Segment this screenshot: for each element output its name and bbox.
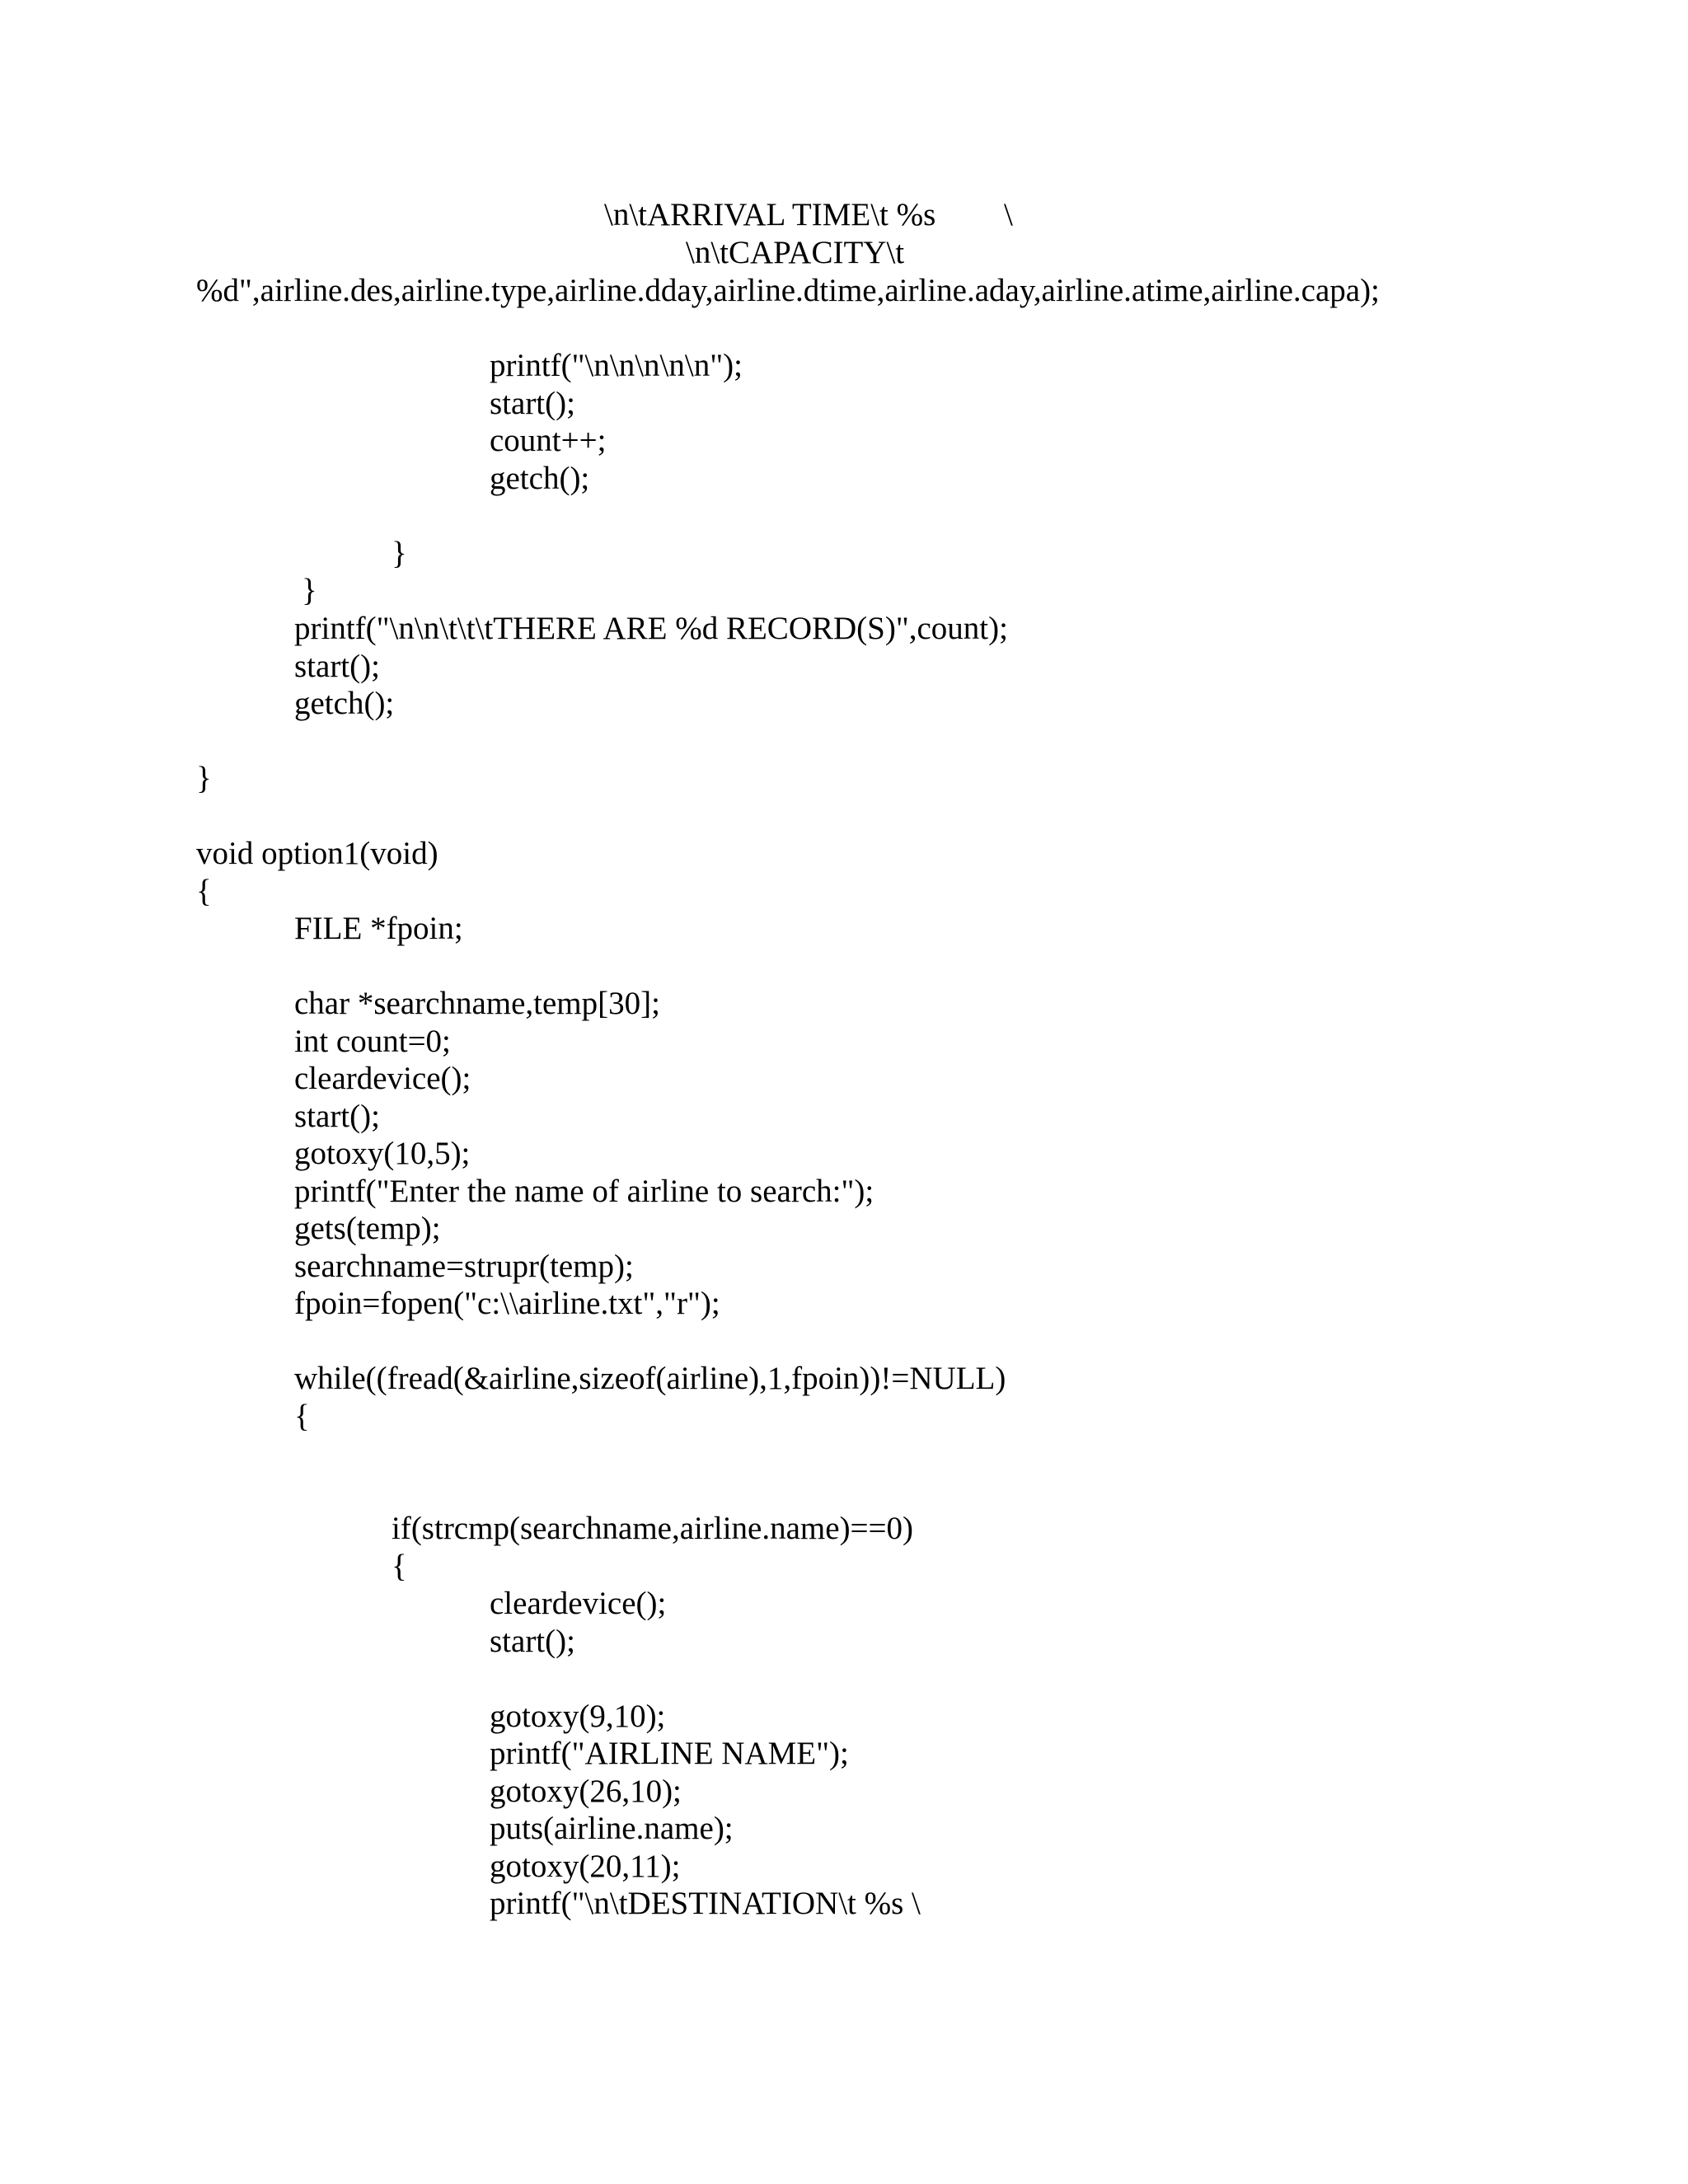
code-line: printf("\n\n\n\n\n"); [490,348,743,383]
code-line: start(); [490,1624,575,1659]
code-line: { [294,1399,310,1434]
code-line: gotoxy(26,10); [490,1774,682,1809]
code-line: count++; [490,423,607,458]
code-line: } [302,573,317,608]
code-line: searchname=strupr(temp); [294,1249,634,1284]
code-line: getch(); [490,461,590,496]
code-line: FILE *fpoin; [294,911,463,946]
code-line: { [392,1549,407,1584]
code-line: gotoxy(20,11); [490,1849,681,1884]
code-line: \n\tCAPACITY\t [686,235,905,270]
code-line: puts(airline.name); [490,1811,734,1846]
code-line: gotoxy(9,10); [490,1699,666,1734]
code-line: getch(); [294,686,395,721]
code-line: printf("\n\n\t\t\tTHERE ARE %d RECORD(S)",count); [294,611,1008,646]
code-line: int count=0; [294,1024,451,1059]
code-line: cleardevice(); [490,1586,667,1621]
code-line: char *searchname,temp[30]; [294,986,660,1021]
code-line: printf("Enter the name of airline to search:"); [294,1174,874,1209]
code-line: gotoxy(10,5); [294,1136,471,1171]
code-line: cleardevice(); [294,1061,471,1096]
code-line: start(); [294,649,380,684]
code-line: printf("AIRLINE NAME"); [490,1736,849,1771]
code-line: start(); [490,386,575,421]
code-line: if(strcmp(searchname,airline.name)==0) [392,1511,914,1546]
code-line: while((fread(&airline,sizeof(airline),1,fpoin))!=NULL) [294,1361,1006,1396]
code-line: %d",airline.des,airline.type,airline.dday,airline.dtime,airline.aday,airline.atime,airline.capa); [196,273,1380,308]
code-line: } [392,536,407,571]
code-line: \n\tARRIVAL TIME\t %s [604,197,936,232]
code-line: fpoin=fopen("c:\\airline.txt","r"); [294,1286,720,1321]
code-line: gets(temp); [294,1211,441,1246]
code-line: start(); [294,1099,380,1134]
code-line: printf("\n\tDESTINATION\t %s \ [490,1886,921,1921]
code-line: { [196,874,212,909]
code-line: \ [1004,197,1013,232]
code-line: void option1(void) [196,836,438,871]
code-line: } [196,761,212,796]
